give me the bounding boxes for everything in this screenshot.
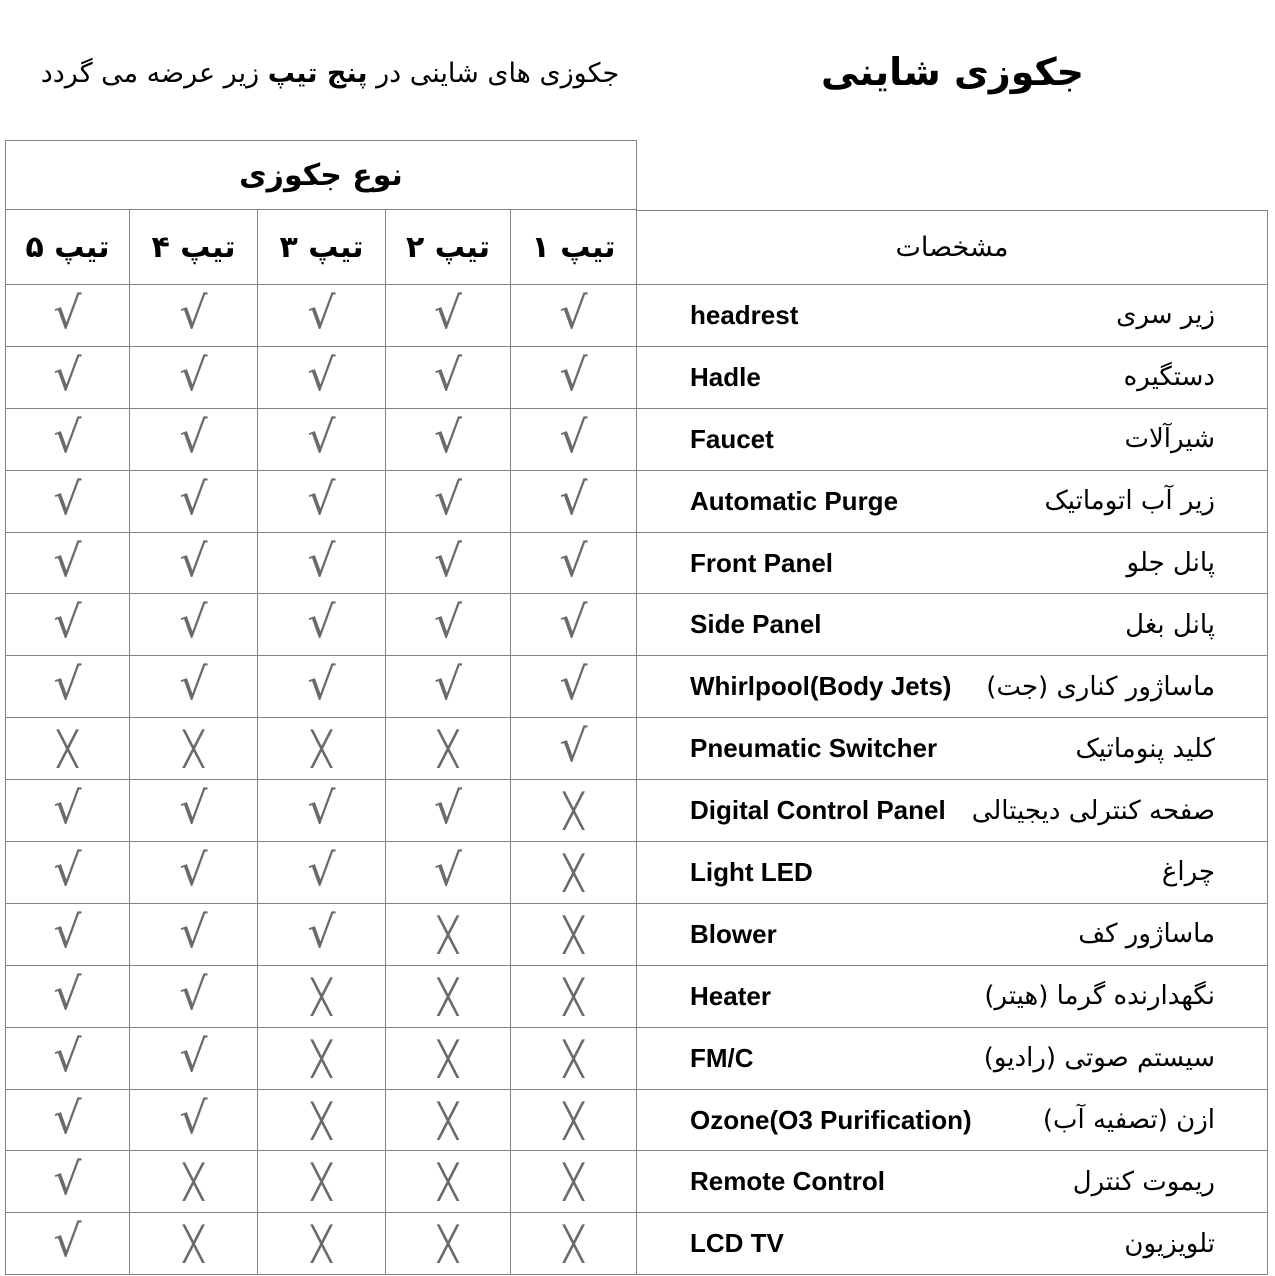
mark-t1-cross: ╳ — [511, 966, 637, 1028]
feature-name-en: LCD TV — [690, 1228, 784, 1259]
mark-t4-check: √ — [130, 904, 258, 966]
mark-t5-check: √ — [5, 966, 130, 1028]
mark-t4-check: √ — [130, 656, 258, 718]
feature-name-fa: تلویزیون — [1124, 1228, 1215, 1259]
feature-cell — [637, 904, 1268, 966]
feature-name-fa: ماساژور کف — [1078, 919, 1215, 950]
mark-t3-check: √ — [258, 409, 386, 471]
mark-t1-cross: ╳ — [511, 1090, 637, 1152]
feature-cell — [637, 966, 1268, 1028]
feature-name-en: Blower — [690, 918, 777, 949]
feature-name-en: Whirlpool(Body Jets) — [690, 671, 952, 702]
mark-t2-check: √ — [386, 780, 511, 842]
mark-t2-check: √ — [386, 594, 511, 656]
feature-name-fa: چراغ — [1161, 857, 1215, 888]
mark-t1-check: √ — [511, 718, 637, 780]
feature-name-en: Remote Control — [690, 1166, 885, 1197]
feature-cell — [637, 285, 1268, 347]
feature-cell — [637, 471, 1268, 533]
feature-name-en: Pneumatic Switcher — [690, 733, 938, 764]
mark-t4-cross: ╳ — [130, 718, 258, 780]
page-title: جکوزی شاینی — [820, 50, 1085, 94]
mark-t2-check: √ — [386, 347, 511, 409]
feature-name-fa: نگهدارنده گرما (هیتر) — [984, 981, 1215, 1012]
mark-t5-check: √ — [5, 780, 130, 842]
feature-cell — [637, 780, 1268, 842]
mark-t3-check: √ — [258, 471, 386, 533]
feature-cell — [637, 656, 1268, 718]
mark-t4-cross: ╳ — [130, 1213, 258, 1275]
mark-t3-check: √ — [258, 285, 386, 347]
feature-name-fa: دستگیره — [1123, 362, 1215, 393]
feature-name-fa: صفحه کنترلی دیجیتالی — [971, 795, 1215, 826]
subtitle-suffix: زیر عرضه می گردد — [40, 58, 260, 89]
mark-t5-check: √ — [5, 409, 130, 471]
subtitle-bold-phrase: پنج تیپ — [267, 58, 368, 89]
mark-t2-check: √ — [386, 285, 511, 347]
mark-t1-check: √ — [511, 285, 637, 347]
mark-t2-check: √ — [386, 409, 511, 471]
feature-name-en: Ozone(O3 Purification) — [690, 1104, 972, 1135]
feature-cell — [637, 842, 1268, 904]
mark-t2-check: √ — [386, 533, 511, 595]
mark-t4-check: √ — [130, 780, 258, 842]
feature-cell — [637, 1213, 1268, 1275]
mark-t4-check: √ — [130, 409, 258, 471]
feature-name-en: headrest — [690, 299, 799, 330]
feature-name-en: Side Panel — [690, 609, 822, 640]
spec-comparison-table — [5, 140, 1268, 1275]
column-header-t3: تیپ ۳ — [258, 210, 386, 285]
mark-t3-check: √ — [258, 842, 386, 904]
mark-t2-check: √ — [386, 471, 511, 533]
mark-t5-check: √ — [5, 656, 130, 718]
subtitle-prefix: جکوزی های شاینی در — [376, 58, 620, 89]
feature-cell — [637, 718, 1268, 780]
mark-t5-check: √ — [5, 842, 130, 904]
feature-name-en: Automatic Purge — [690, 485, 899, 516]
mark-t2-cross: ╳ — [386, 966, 511, 1028]
mark-t2-cross: ╳ — [386, 1213, 511, 1275]
mark-t4-check: √ — [130, 471, 258, 533]
mark-t3-check: √ — [258, 904, 386, 966]
feature-name-fa: زیر آب اتوماتیک — [1044, 486, 1215, 517]
mark-t2-cross: ╳ — [386, 1028, 511, 1090]
mark-t4-check: √ — [130, 594, 258, 656]
mark-t4-check: √ — [130, 533, 258, 595]
mark-t3-check: √ — [258, 656, 386, 718]
mark-t1-cross: ╳ — [511, 1151, 637, 1213]
feature-name-fa: شیرآلات — [1124, 424, 1215, 455]
feature-name-en: FM/C — [690, 1042, 754, 1073]
mark-t1-check: √ — [511, 347, 637, 409]
mark-t3-check: √ — [258, 780, 386, 842]
column-header-t4: تیپ ۴ — [130, 210, 258, 285]
mark-t2-cross: ╳ — [386, 718, 511, 780]
mark-t5-check: √ — [5, 904, 130, 966]
mark-t1-cross: ╳ — [511, 780, 637, 842]
mark-t1-check: √ — [511, 656, 637, 718]
page-subtitle — [15, 58, 645, 89]
feature-name-fa: ماساژور کناری (جت) — [986, 671, 1215, 702]
mark-t3-cross: ╳ — [258, 1151, 386, 1213]
mark-t3-check: √ — [258, 533, 386, 595]
mark-t4-check: √ — [130, 966, 258, 1028]
mark-t5-check: √ — [5, 471, 130, 533]
feature-name-fa: کلید پنوماتیک — [1075, 733, 1215, 764]
mark-t4-check: √ — [130, 842, 258, 904]
feature-cell — [637, 1151, 1268, 1213]
mark-t1-check: √ — [511, 594, 637, 656]
mark-t1-check: √ — [511, 409, 637, 471]
mark-t1-check: √ — [511, 533, 637, 595]
feature-cell — [637, 1090, 1268, 1152]
mark-t4-check: √ — [130, 1028, 258, 1090]
mark-t5-check: √ — [5, 1151, 130, 1213]
mark-t5-check: √ — [5, 1028, 130, 1090]
column-header-t1: تیپ ۱ — [511, 210, 637, 285]
mark-t5-check: √ — [5, 1213, 130, 1275]
feature-name-en: Faucet — [690, 423, 774, 454]
mark-t4-check: √ — [130, 285, 258, 347]
mark-t3-cross: ╳ — [258, 1213, 386, 1275]
mark-t1-check: √ — [511, 471, 637, 533]
mark-t5-check: √ — [5, 533, 130, 595]
feature-cell — [637, 594, 1268, 656]
column-header-t5: تیپ ۵ — [5, 210, 130, 285]
mark-t2-cross: ╳ — [386, 1151, 511, 1213]
feature-name-en: Digital Control Panel — [690, 795, 946, 826]
feature-cell — [637, 409, 1268, 471]
mark-t5-cross: ╳ — [5, 718, 130, 780]
mark-t1-cross: ╳ — [511, 842, 637, 904]
feature-name-fa: پانل جلو — [1126, 548, 1215, 578]
header-spacer — [637, 140, 1268, 210]
feature-name-fa: زیر سری — [1116, 300, 1215, 331]
mark-t5-check: √ — [5, 347, 130, 409]
feature-name-fa: ازن (تصفیه آب) — [1042, 1105, 1215, 1136]
mark-t4-cross: ╳ — [130, 1151, 258, 1213]
feature-name-en: Front Panel — [690, 547, 834, 578]
column-header-specs: مشخصات — [637, 210, 1268, 285]
mark-t3-check: √ — [258, 594, 386, 656]
mark-t1-cross: ╳ — [511, 1028, 637, 1090]
mark-t3-cross: ╳ — [258, 1028, 386, 1090]
group-header-jacuzzi-type: نوع جکوزی — [5, 140, 637, 210]
mark-t2-cross: ╳ — [386, 904, 511, 966]
feature-name-en: Light LED — [690, 856, 813, 887]
mark-t5-check: √ — [5, 285, 130, 347]
feature-name-fa: سیستم صوتی (رادیو) — [983, 1043, 1215, 1074]
mark-t3-cross: ╳ — [258, 1090, 386, 1152]
feature-name-en: Hadle — [690, 361, 761, 392]
feature-cell — [637, 533, 1268, 595]
mark-t4-check: √ — [130, 1090, 258, 1152]
column-header-t2: تیپ ۲ — [386, 210, 511, 285]
feature-name-en: Heater — [690, 980, 771, 1011]
mark-t3-check: √ — [258, 347, 386, 409]
mark-t2-check: √ — [386, 842, 511, 904]
mark-t1-cross: ╳ — [511, 904, 637, 966]
mark-t2-cross: ╳ — [386, 1090, 511, 1152]
mark-t3-cross: ╳ — [258, 718, 386, 780]
mark-t1-cross: ╳ — [511, 1213, 637, 1275]
feature-cell — [637, 347, 1268, 409]
mark-t2-check: √ — [386, 656, 511, 718]
mark-t5-check: √ — [5, 594, 130, 656]
feature-cell — [637, 1028, 1268, 1090]
feature-name-fa: پانل بغل — [1125, 609, 1215, 640]
mark-t3-cross: ╳ — [258, 966, 386, 1028]
mark-t4-check: √ — [130, 347, 258, 409]
mark-t5-check: √ — [5, 1090, 130, 1152]
feature-name-fa: ریموت کنترل — [1072, 1166, 1215, 1197]
